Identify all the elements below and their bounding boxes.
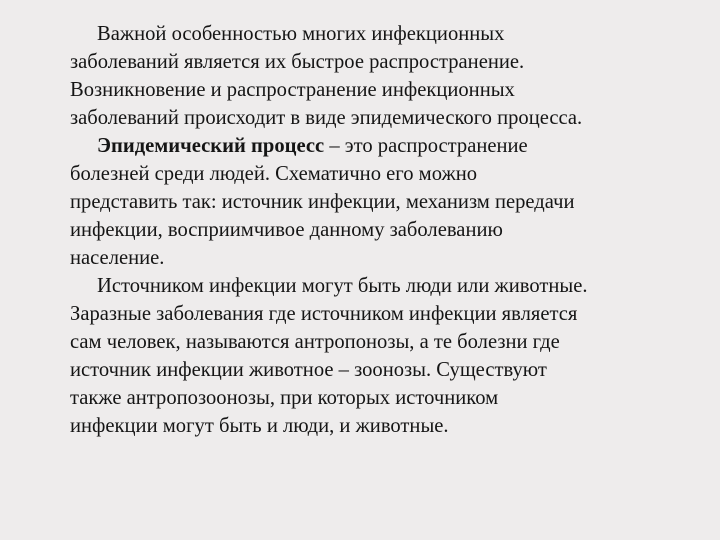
text-line: население. [70,247,165,269]
text-fragment: – это распространение [324,135,528,157]
text-line: также антропозоонозы, при которых источником [70,387,499,409]
paragraph-definition [70,132,690,272]
text-line: инфекции могут быть и люди, и животные. [70,415,449,437]
text-line [70,132,690,160]
text-line: Источником инфекции могут быть люди или животные. [97,275,588,297]
text-line: инфекции, восприимчивое данному заболеванию [70,219,503,241]
text-line: представить так: источник инфекции, механизм передачи [70,191,575,213]
text-line: Важной особенностью многих инфекционных [97,23,505,45]
text-line: заболеваний происходит в виде эпидемического процесса. [70,107,583,129]
text-line: источник инфекции животное – зоонозы. Существуют [70,359,547,381]
text-line: болезней среди людей. Схематично его можно [70,163,478,185]
paragraph-sources [70,272,690,440]
defined-term: Эпидемический процесс [97,135,325,157]
text-line: Заразные заболевания где источником инфекции является [70,303,578,325]
paragraph-intro [70,20,690,132]
text-line: заболеваний является их быстрое распространение. [70,51,525,73]
text-block [70,20,690,440]
text-line: Возникновение и распространение инфекционных [70,79,515,101]
text-line: сам человек, называются антропонозы, а те болезни где [70,331,560,353]
